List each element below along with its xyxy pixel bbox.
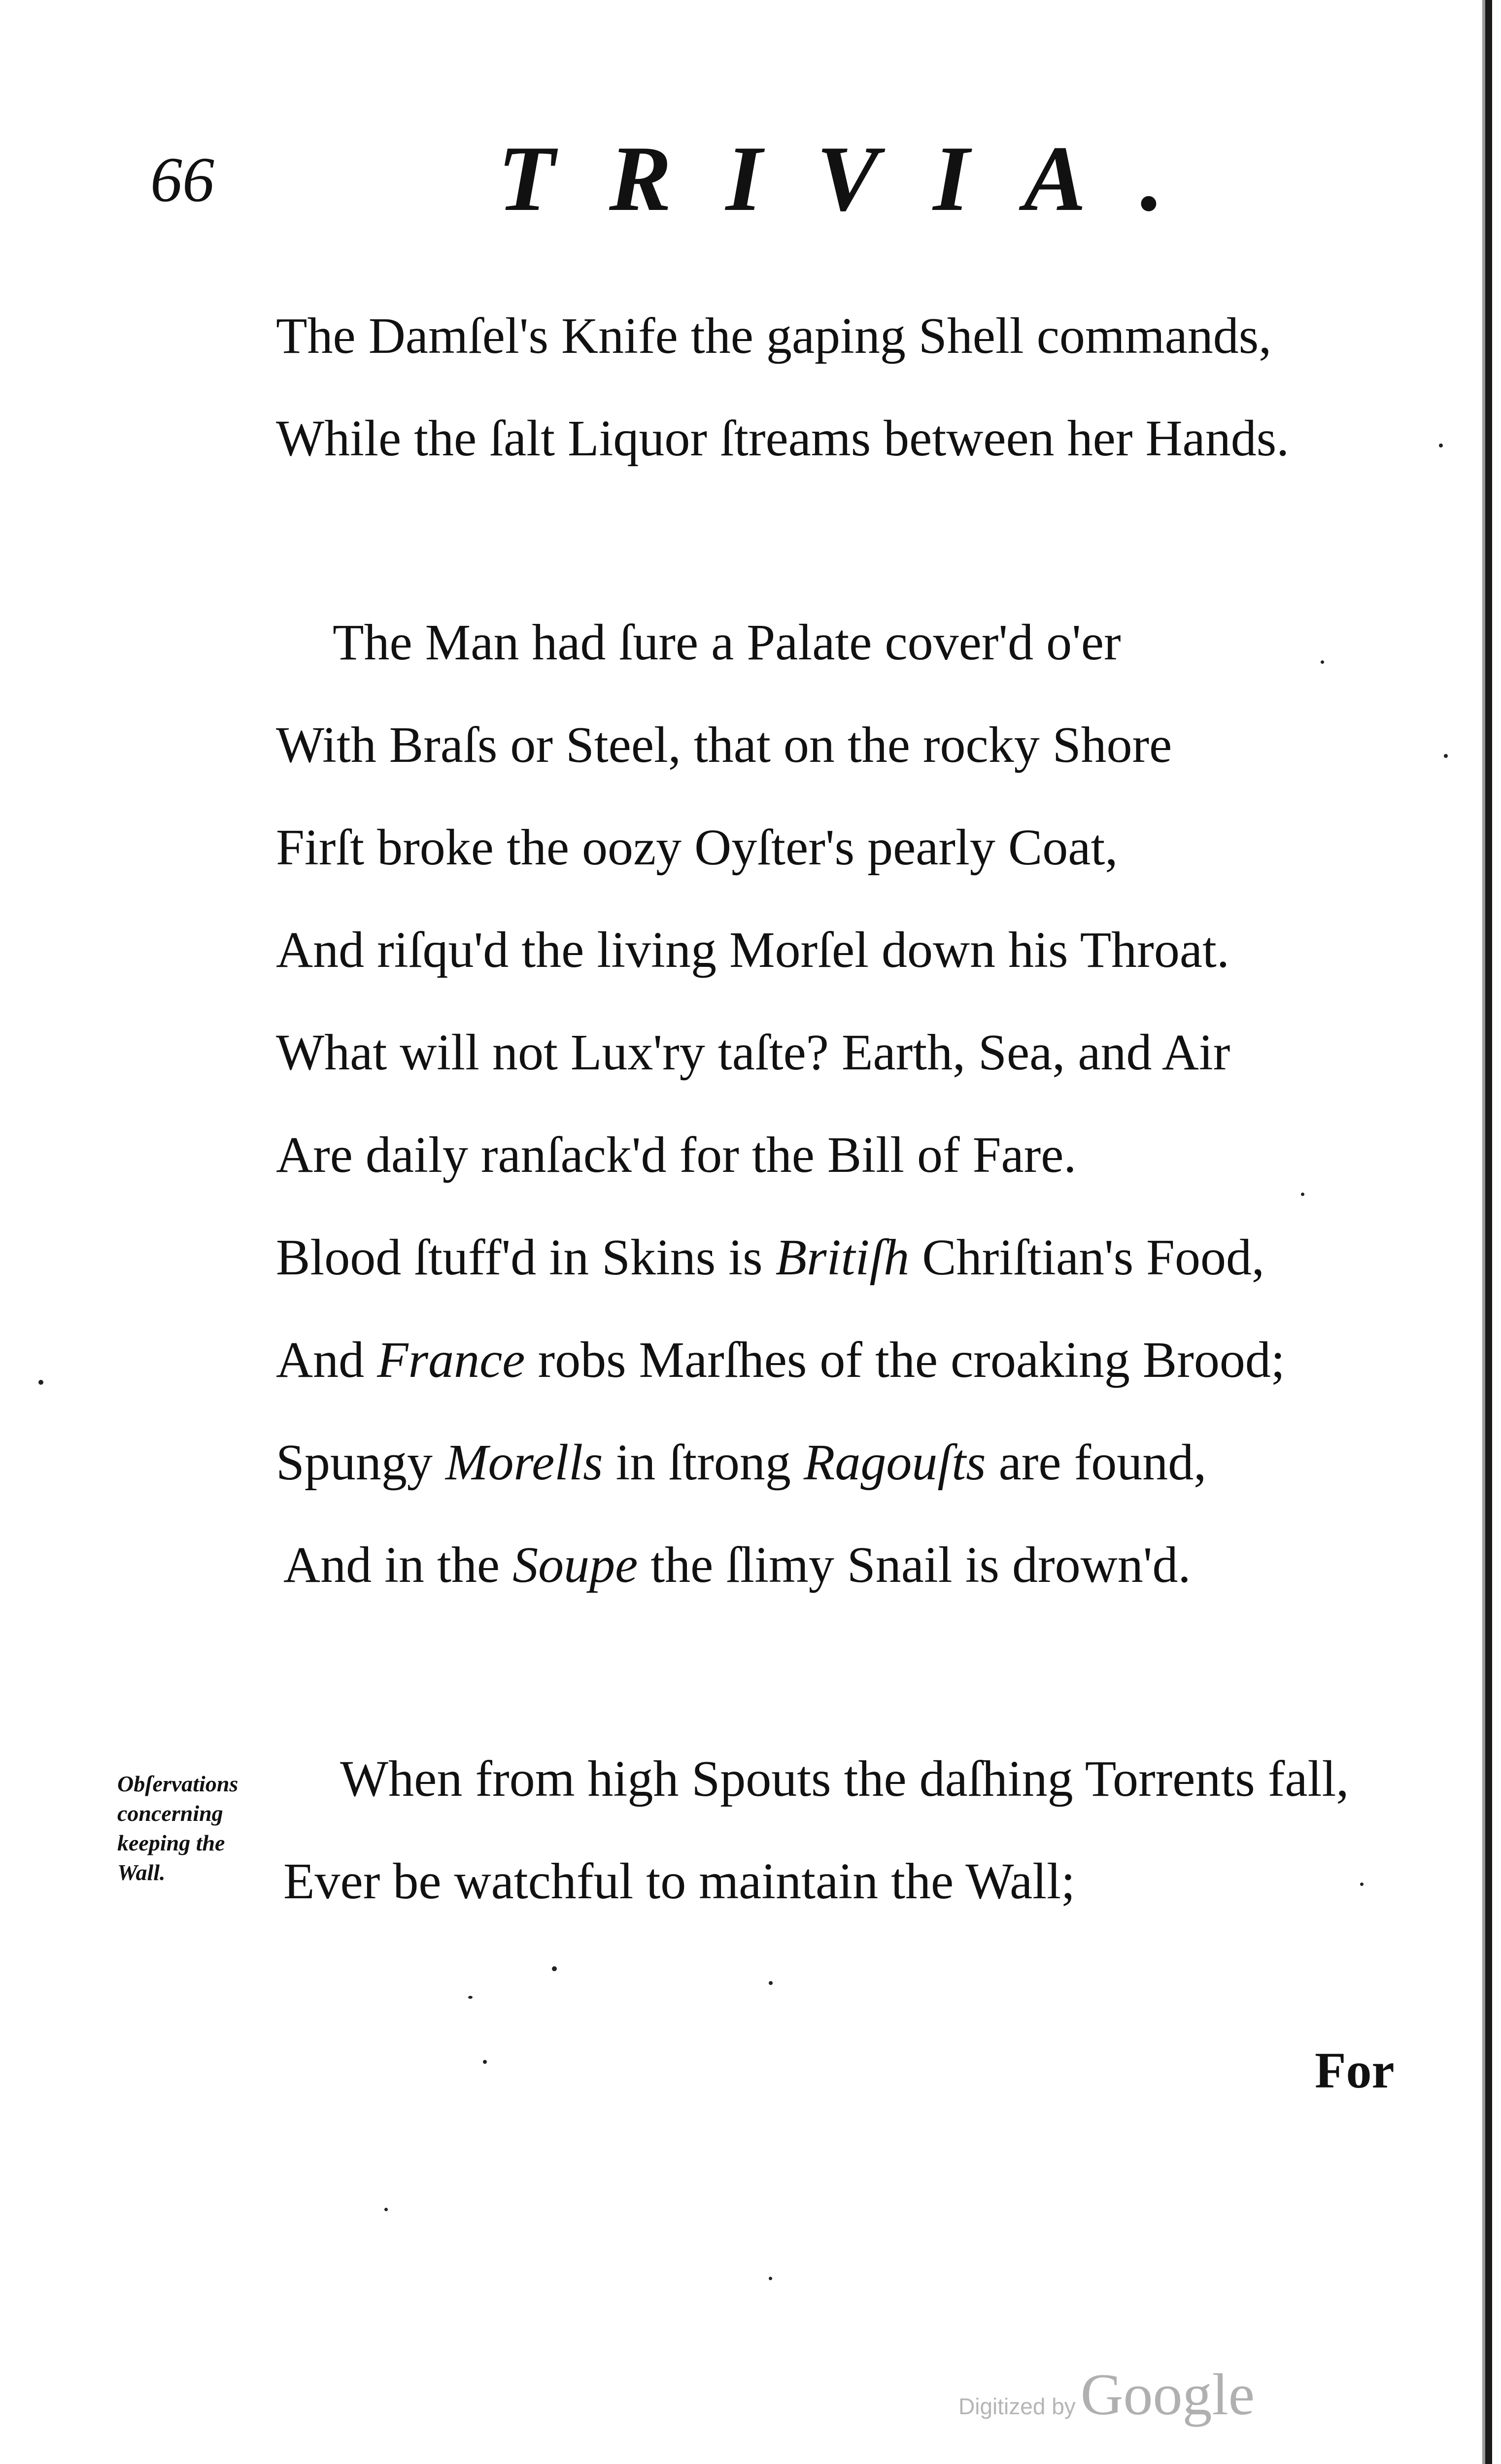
scan-speck [1301,1193,1304,1196]
page-number: 66 [150,144,214,215]
verse-line: Blood ſtuff'd in Skins is Britiſh Chriſtian's Food, [276,1229,1265,1286]
marginal-note: Obſervations concerning keeping the Wall. [117,1771,239,1885]
scan-speck [483,2060,487,2064]
scan-speck [468,1996,473,1999]
verse-line: When from high Spouts the daſhing Torrents fall, [340,1750,1349,1807]
scan-speck [1321,660,1324,664]
scan-speck [384,2208,388,2211]
scan-speck [552,1966,557,1971]
digitization-watermark [958,2361,1255,2429]
scan-speck [1444,754,1448,758]
verse-line: The Man had ſure a Palate cover'd o'er [333,614,1121,671]
verse-line: Are daily ranſack'd for the Bill of Fare. [276,1127,1077,1183]
watermark-digitized-text: Digitized by [958,2394,1076,2419]
scan-speck [38,1380,43,1385]
verse-line: And riſqu'd the living Morſel down his Throat. [276,922,1229,978]
verse-line: While the ſalt Liquor ſtreams between her Hands. [276,410,1290,467]
scan-speck [769,2277,772,2280]
verse-line: The Damſel's Knife the gaping Shell commands, [276,308,1272,364]
verse-line: Firſt broke the oozy Oyſter's pearly Coat, [276,819,1118,876]
catchword: For [1315,2042,1395,2099]
binding-edge [1485,0,1492,2464]
verse-line: Ever be watchful to maintain the Wall; [283,1853,1075,1910]
verse-line: And France robs Marſhes of the croaking Brood; [276,1332,1285,1388]
running-title: TRIVIA. [498,127,1218,231]
watermark-brand-logo: Google [1080,2361,1255,2427]
scan-speck [1360,1882,1364,1886]
scan-speck [769,1981,773,1985]
scan-speck [1439,444,1443,447]
verse-line: And in the Soupe the ſlimy Snail is drown'd. [283,1537,1191,1593]
verse-line: Spungy Morells in ſtrong Ragouſts are found, [276,1434,1207,1491]
verse-line: What will not Lux'ry taſte? Earth, Sea, and Air [276,1024,1230,1081]
verse-line: With Braſs or Steel, that on the rocky Shore [276,717,1172,773]
